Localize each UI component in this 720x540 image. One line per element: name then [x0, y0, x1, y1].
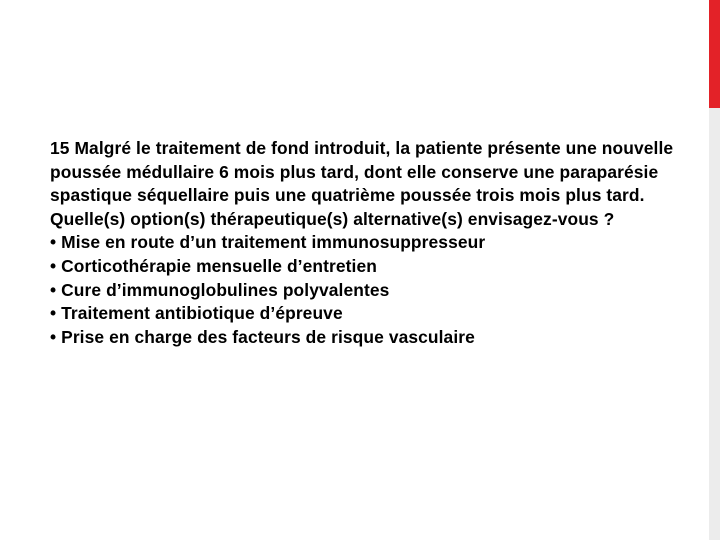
option-immunoglobulins: • Cure d’immunoglobulines polyvalentes: [50, 279, 390, 300]
question-text: 15 Malgré le traitement de fond introduit, la patiente présente une nouvelle poussée médullaire 6 mois plus tard, dont elle conserve une paraparésie spastique séquellaire puis une quatrième poussée trois mois plus tard. Quelle(s) option(s) thérapeutique(s) alternative(s) envisagez-vous ?: [50, 138, 674, 229]
slide-body: [50, 137, 690, 349]
accent-bar-grey: [709, 108, 720, 540]
option-immunosuppressant: • Mise en route d’un traitement immunosuppresseur: [50, 232, 486, 253]
option-vascular-risk: • Prise en charge des facteurs de risque vasculaire: [50, 326, 475, 347]
option-antibiotic: • Traitement antibiotique d’épreuve: [50, 303, 343, 324]
accent-bar-red: [709, 0, 720, 108]
option-corticotherapy: • Corticothérapie mensuelle d’entretien: [50, 255, 377, 276]
